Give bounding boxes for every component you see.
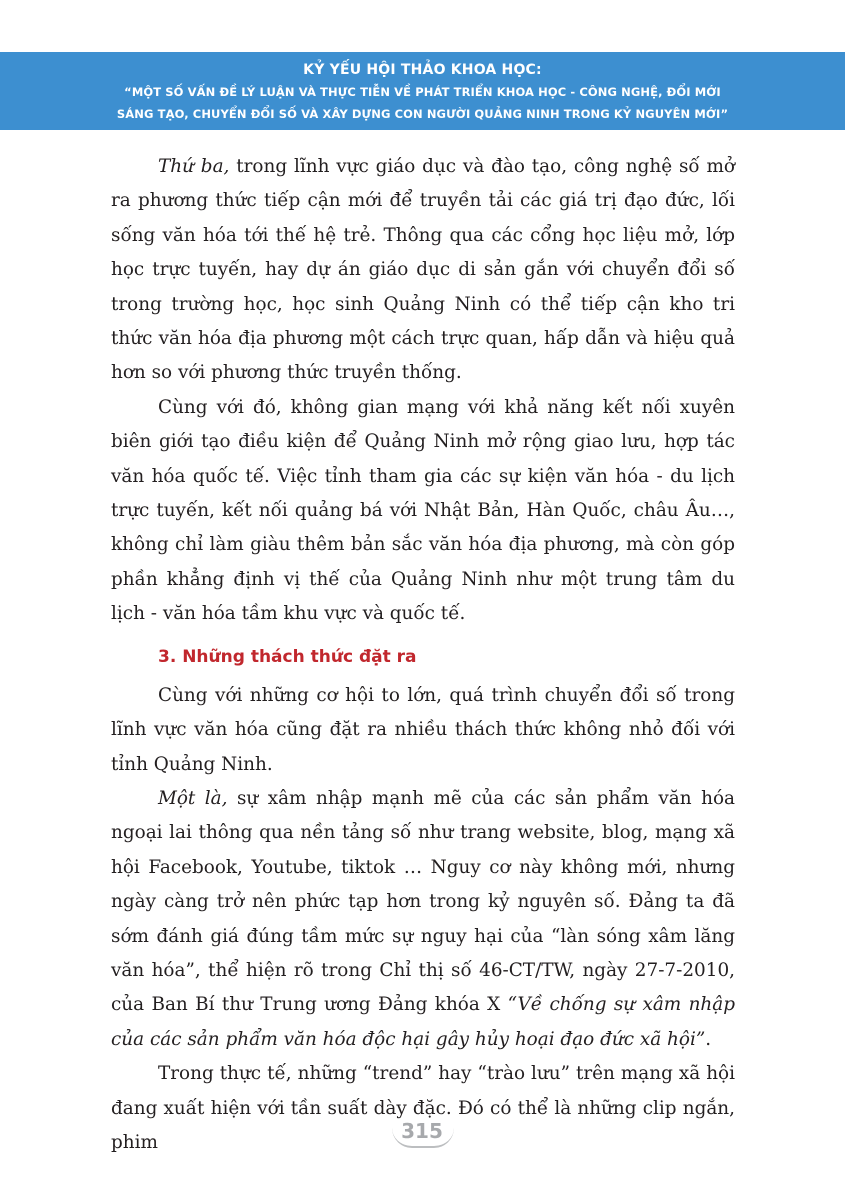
page-number-text: 315 (401, 1119, 443, 1143)
header-line-3: SÁNG TẠO, CHUYỂN ĐỔI SỐ VÀ XÂY DỰNG CON NGƯỜI QUẢNG NINH TRONG KỶ NGUYÊN MỚI” (116, 107, 729, 121)
article-body (111, 150, 735, 1160)
header-line-2: “MỘT SỐ VẤN ĐỀ LÝ LUẬN VÀ THỰC TIỄN VỀ PHÁT TRIỂN KHOA HỌC - CÔNG NGHỆ, ĐỔI MỚI (124, 85, 721, 99)
paragraph-trends: Trong thực tế, những “trend” hay “trào lưu” trên mạng xã hội đang xuất hiện với tần suất dày đặc. Đó có thể là những clip ngắn, phim (111, 1063, 735, 1153)
paragraph-text: sự xâm nhập mạnh mẽ của các sản phẩm văn hóa ngoại lai thông qua nền tảng số như trang website, blog, mạng xã hội Facebook, Youtube, tiktok … Nguy cơ này không mới, nhưng ngày càng trở nên phức tạp hơn trong kỷ nguyên số. Đảng ta đã sớm đánh giá đúng tầm mức sự nguy hại của “làn sóng xâm lăng văn hóa”, thể hiện rõ trong Chỉ thị số 46-CT/TW, ngày 27-7-2010, của Ban Bí thư Trung ương Đảng khóa X (111, 787, 735, 1016)
section-heading: 3. Những thách thức đặt ra (158, 646, 417, 667)
paragraph-text: trong lĩnh vực giáo dục và đào tạo, công nghệ số mở ra phương thức tiếp cận mới để truyền tải các giá trị đạo đức, lối sống văn hóa tới thế hệ trẻ. Thông qua các cổng học liệu mở, lớp học trực tuyến, hay dự án giáo dục di sản gắn với chuyển đổi số trong trường học, học sinh Quảng Ninh có thể tiếp cận kho tri thức văn hóa địa phương một cách trực quan, hấp dẫn và hiệu quả hơn so với phương thức truyền thống. (111, 156, 735, 384)
paragraph-first-challenge (111, 782, 735, 1057)
directive-quote: “Về chống sự xâm nhập của các sản phẩm văn hóa độc hại gây hủy hoại đạo đức xã hội” (111, 994, 735, 1050)
paragraph-end: . (705, 1028, 712, 1050)
paragraph-international-cooperation: Cùng với đó, không gian mạng với khả năng kết nối xuyên biên giới tạo điều kiện để Quảng Ninh mở rộng giao lưu, hợp tác văn hóa quốc tế. Việc tỉnh tham gia các sự kiện văn hóa - du lịch trực tuyến, kết nối quảng bá với Nhật Bản, Hàn Quốc, châu Âu…, không chỉ làm giàu thêm bản sắc văn hóa địa phương, mà còn góp phần khẳng định vị thế của Quảng Ninh như một trung tâm du lịch - văn hóa tầm khu vực và quốc tế. (111, 396, 735, 625)
header-line-1: KỶ YẾU HỘI THẢO KHOA HỌC: (303, 62, 542, 78)
paragraph-lead-italic: Thứ ba, (158, 156, 230, 177)
header-banner (0, 52, 845, 130)
paragraph-lead-italic: Một là, (158, 787, 228, 809)
paragraph-third-point (111, 150, 735, 391)
paragraph-challenges-intro: Cùng với những cơ hội to lớn, quá trình chuyển đổi số trong lĩnh vực văn hóa cũng đặt ra nhiều thách thức không nhỏ đối với tỉnh Quảng Ninh. (111, 684, 735, 775)
